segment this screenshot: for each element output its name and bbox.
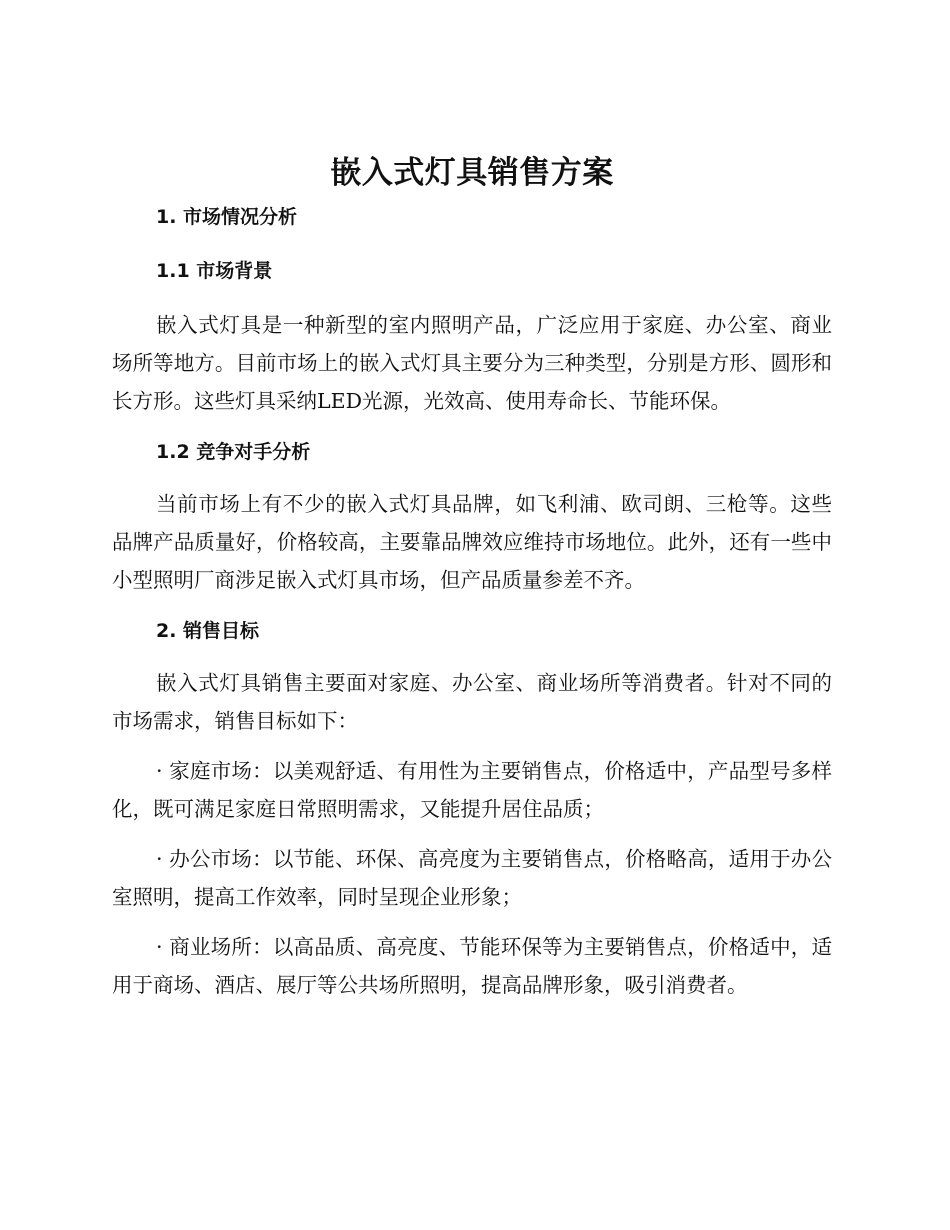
paragraph-competitor-analysis: 当前市场上有不少的嵌入式灯具品牌，如飞利浦、欧司朗、三枪等。这些品牌产品质量好，价格较高，主要靠品牌效应维持市场地位。此外，还有一些中小型照明厂商涉足嵌入式灯具市场，但产品质量参差不齐。 (112, 492, 832, 592)
bullet-item-office-market: · 办公市场：以节能、环保、高亮度为主要销售点，价格略高，适用于办公室照明，提高工作效率，同时呈现企业形象； (112, 847, 832, 909)
subsection-heading-competitor-analysis: 1.2 竞争对手分析 (156, 441, 311, 463)
document-page (112, 148, 832, 1004)
subsection-heading-market-background: 1.1 市场背景 (156, 260, 273, 282)
bullet-item-home-market: · 家庭市场：以美观舒适、有用性为主要销售点，价格适中，产品型号多样化，既可满足家庭日常照明需求，又能提升居住品质； (112, 759, 832, 821)
section-heading-market-analysis: 1. 市场情况分析 (156, 206, 298, 228)
bullet-item-commercial-venues: · 商业场所：以高品质、高亮度、节能环保等为主要销售点，价格适中，适用于商场、酒店、展厅等公共场所照明，提高品牌形象，吸引消费者。 (112, 935, 832, 997)
document-title: 嵌入式灯具销售方案 (330, 155, 614, 191)
paragraph-market-background: 嵌入式灯具是一种新型的室内照明产品，广泛应用于家庭、办公室、商业场所等地方。目前市场上的嵌入式灯具主要分为三种类型，分别是方形、圆形和长方形。这些灯具采纳LED光源，光效高、使用寿命长、节能环保。 (112, 313, 832, 413)
section-heading-sales-target: 2. 销售目标 (156, 620, 260, 642)
paragraph-sales-target-intro: 嵌入式灯具销售主要面对家庭、办公室、商业场所等消费者。针对不同的市场需求，销售目标如下： (112, 671, 832, 733)
